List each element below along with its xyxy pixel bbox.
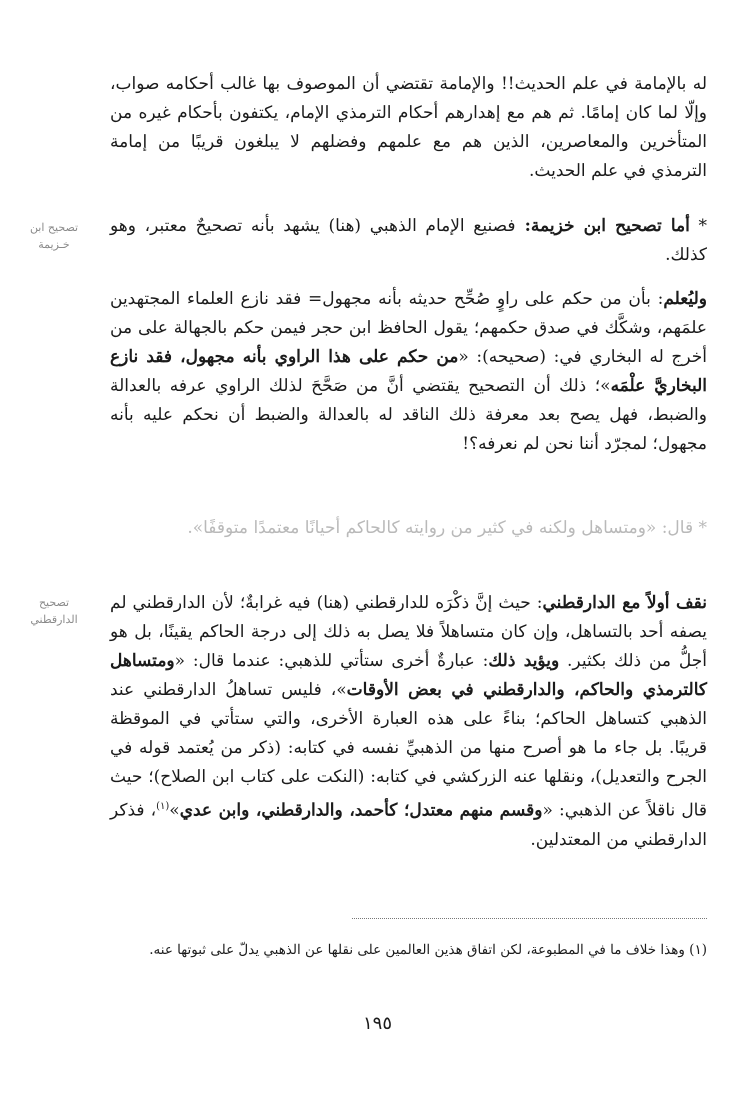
paragraph-text: فصنيع الإمام الذهبي (هنا) يشهد بأنه تصحيحٌ معتبر، وهو كذلك.	[110, 216, 707, 265]
paragraph-text: له بالإمامة في علم الحديث!! والإمامة تقتضي أن الموصوف بها غالب أحكامه صواب، وإلّا لما كان إمامًا. ثم هم مع إهدارهم أحكام الترمذي الإمام، يكتفون بأحكام غيره من المتأخرين والمعاصرين، الذين هم مع علمهم وفضلهم لا يبلغون قريبًا من إمامة الترمذي في علم الحديث.	[110, 74, 707, 181]
quote-bold: ومتساهل كالترمذي والحاكم، والدارقطني في بعض الأوقات	[110, 651, 707, 700]
paragraph-text: ، فذكر الدارقطني من المعتدلين.	[110, 800, 707, 850]
paragraph-ibn-khuzaymah	[110, 212, 707, 270]
paragraph-text: : بأن من حكم على راوٍ صُحِّح حديثه بأنه مجهول= فقد نازع العلماء المجتهدين علمَهم، وشكَّك في صدق حكمهم؛ يقول الحافظ ابن حجر فيمن حكم بالجهالة على من أخرج له البخاري في: (صحيحه): «	[110, 289, 707, 367]
paragraph-text: * قال: «ومتساهل ولكنه في كثير من روايته كالحاكم أحيانًا معتمدًا متوقفًا».	[187, 518, 707, 538]
paragraph-majhul	[110, 285, 707, 459]
paragraph-text: : عبارةٌ أخرى ستأتي للذهبي: عندما قال: «	[174, 651, 489, 671]
paragraph-text: : حيث إنَّ ذكْرَه للدارقطني (هنا) فيه غرابةٌ؛ لأن الدارقطني لم يصفه أحد بالتساهل، وإن كان متساهلاً فلا يصل به ذلك إلى درجة الحاكم يقينًا، بل هو أجلُّ من ذلك بكثير.	[110, 593, 708, 671]
paragraph-text: »؛ ذلك أن التصحيح يقتضي أنَّ من صَحَّحَ لذلك الراوي عرفه بالعدالة والضبط، فهل يصح بعد معرفة ذلك الناقد له بالعدالة والضبط أن نحكم عليه بأنه مجهول؛ لمجرّد أننا نحن لم نعرفه؟!	[110, 376, 707, 454]
footnote-marker: (١)	[156, 801, 170, 812]
paragraph-text: »، فليس تساهلُ الدارقطني عند الذهبي كتساهل الحاكم؛ بناءً على هذه العبارة الأخرى، والتي ستأتي في الموقظة قريبًا. بل جاء ما هو أصرح منها من الذهبيِّ نفسه في كتابه: (ذكر من يُعتمد قوله في الجرح والتعديل)، ونقلها عنه الزركشي في كتابه: (النكت على كتاب ابن الصلاح)؛ حيث قال ناقلاً عن الذهبي: «	[110, 680, 707, 821]
footnote	[110, 938, 707, 963]
quote-bold: وقسم منهم معتدل؛ كأحمد، والدارقطني، وابن عدي	[179, 800, 543, 821]
star-marker: *	[689, 216, 707, 236]
paragraph-text: »	[169, 800, 180, 821]
section-heading: وليُعلم	[663, 289, 707, 309]
page-number: ١٩٥	[362, 1013, 392, 1034]
margin-note-daraqutni: تصحيح الدارقطني	[30, 596, 78, 626]
quote-bold: من حكم على هذا الراوي بأنه مجهول، فقد نازع البخاريَّ علْمَه	[110, 347, 707, 396]
margin-note-ibn-khuzaymah: تصحيح ابن خـزيمة	[29, 221, 79, 251]
footnote-text: (١) وهذا خلاف ما في المطبوعة، لكن اتفاق هذين العالمين على نقلها عن الذهبي يدلّ على ثبوتها عنه.	[149, 942, 707, 958]
footnote-divider	[352, 918, 707, 919]
section-heading: نقف أولاً مع الدارقطني	[542, 593, 707, 613]
paragraph-daraqutni	[110, 589, 707, 855]
inline-bold: ويؤيد ذلك	[488, 651, 560, 671]
paragraph-intro	[110, 70, 707, 186]
paragraph-quote-faded	[110, 514, 707, 543]
section-heading: أما تصحيح ابن خزيمة:	[515, 216, 690, 236]
